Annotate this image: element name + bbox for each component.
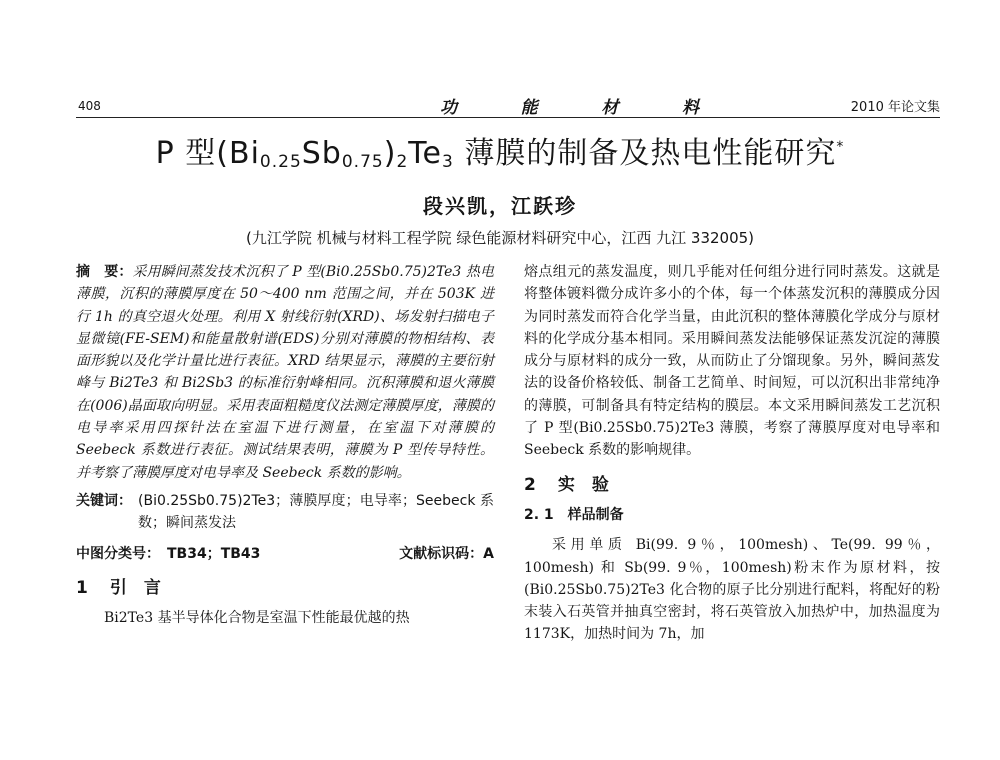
section-title: 引 言: [109, 577, 161, 598]
keywords: [76, 490, 494, 535]
journal-char: 功: [440, 98, 458, 118]
keywords-label: 关键词：: [76, 492, 132, 509]
section-heading: [524, 474, 940, 496]
journal-name: [440, 93, 700, 118]
journal-char: 能: [520, 98, 539, 118]
intro-paragraph: Bi2Te3 基半导体化合物是室温下性能最优越的热: [104, 610, 410, 627]
left-column: [76, 261, 494, 629]
section-title: 实 验: [557, 474, 609, 495]
keywords-text: (Bi0.25Sb0.75)2Te3；薄膜厚度；电导率；Seebeck 系数；瞬间蒸发法: [138, 492, 494, 532]
section-number: 1: [76, 577, 88, 598]
volume-label: 2010 年论文集: [850, 100, 940, 115]
journal-char: 材: [601, 98, 620, 118]
journal-char: 料: [681, 98, 700, 118]
right-column: [524, 261, 940, 646]
affiliation: (九江学院 机械与材料工程学院 绿色能源材料研究中心，江西 九江 332005): [245, 229, 755, 247]
abstract: [76, 261, 494, 484]
paper-title: P 型$(Bi_{0.25}Sb_{0.75})_2Te_3$ 薄膜的制备及热电性能研究*: [155, 136, 845, 172]
document-code: 文献标识码：A: [399, 545, 494, 562]
header-divider: [76, 117, 940, 118]
subsection-heading: 2. 1 样品制备: [524, 506, 624, 523]
clc-number: 中图分类号： TB34；TB43: [76, 545, 261, 562]
sample-prep-paragraph: 采用单质 Bi(99. 9％，100mesh)、Te(99. 99％，100mesh) 和 Sb(99. 9％，100mesh)粉末作为原材料，按(Bi0.25Sb0.75)2Te3 化合物的原子比分别进行配料，将配好的粉末装入石英管并抽真空密封，将石英管放入加热炉中，加热温度为 1173K，加热时间为 7h，加: [524, 537, 940, 643]
classification-row: [76, 543, 494, 565]
section-number: 2: [524, 474, 536, 495]
authors: 段兴凯，江跃珍: [423, 194, 577, 218]
abstract-text: 采用瞬间蒸发技术沉积了 P 型(Bi0.25Sb0.75)2Te3 热电薄膜，沉积的薄膜厚度在 50～400 nm 范围之间，并在 503K 进行 1h 的真空退火处理。利用 X 射线衍射(XRD)、场发射扫描电子显微镜(FE-SEM)和能量散射谱(EDS)分别对薄膜的物相结构、表面形貌以及化学计量比进行表征。XRD 结果显示，薄膜的主要衍射峰与 Bi2Te3 和 Bi2Sb3 的标准衍射峰相同。沉积薄膜和退火薄膜在(006)晶面取向明显。采用表面粗糙度仪法测定薄膜厚度，薄膜的电导率采用四探针法在室温下进行测量，在室温下对薄膜的 Seebeck 系数进行表征。测试结果表明，薄膜为 P 型传导特性。并考察了薄膜厚度对电导率及 Seebeck 系数的影响。: [76, 264, 494, 481]
footnote-mark: *: [836, 139, 845, 155]
page-number: 408: [78, 99, 101, 113]
section-heading: [76, 577, 494, 599]
abstract-label: 摘 要：: [76, 264, 133, 280]
intro-continuation: 熔点组元的蒸发温度，则几乎能对任何组分进行同时蒸发。这就是将整体镀料微分成许多小的个体，每一个体蒸发沉积的薄膜成分因为同时蒸发而符合化学当量，由此沉积的整体薄膜化学成分与原材料的化学成分基本相同。采用瞬间蒸发法能够保证蒸发沉淀的薄膜成分与原材料的成分一致，从而防止了分馏现象。另外，瞬间蒸发法的设备价格较低、制备工艺简单、时间短，可以沉积出非常纯净的薄膜，可制备具有特定结构的膜层。本文采用瞬间蒸发工艺沉积了 P 型(Bi0.25Sb0.75)2Te3 薄膜，考察了薄膜厚度对电导率和 Seebeck 系数的影响规律。: [524, 264, 940, 459]
